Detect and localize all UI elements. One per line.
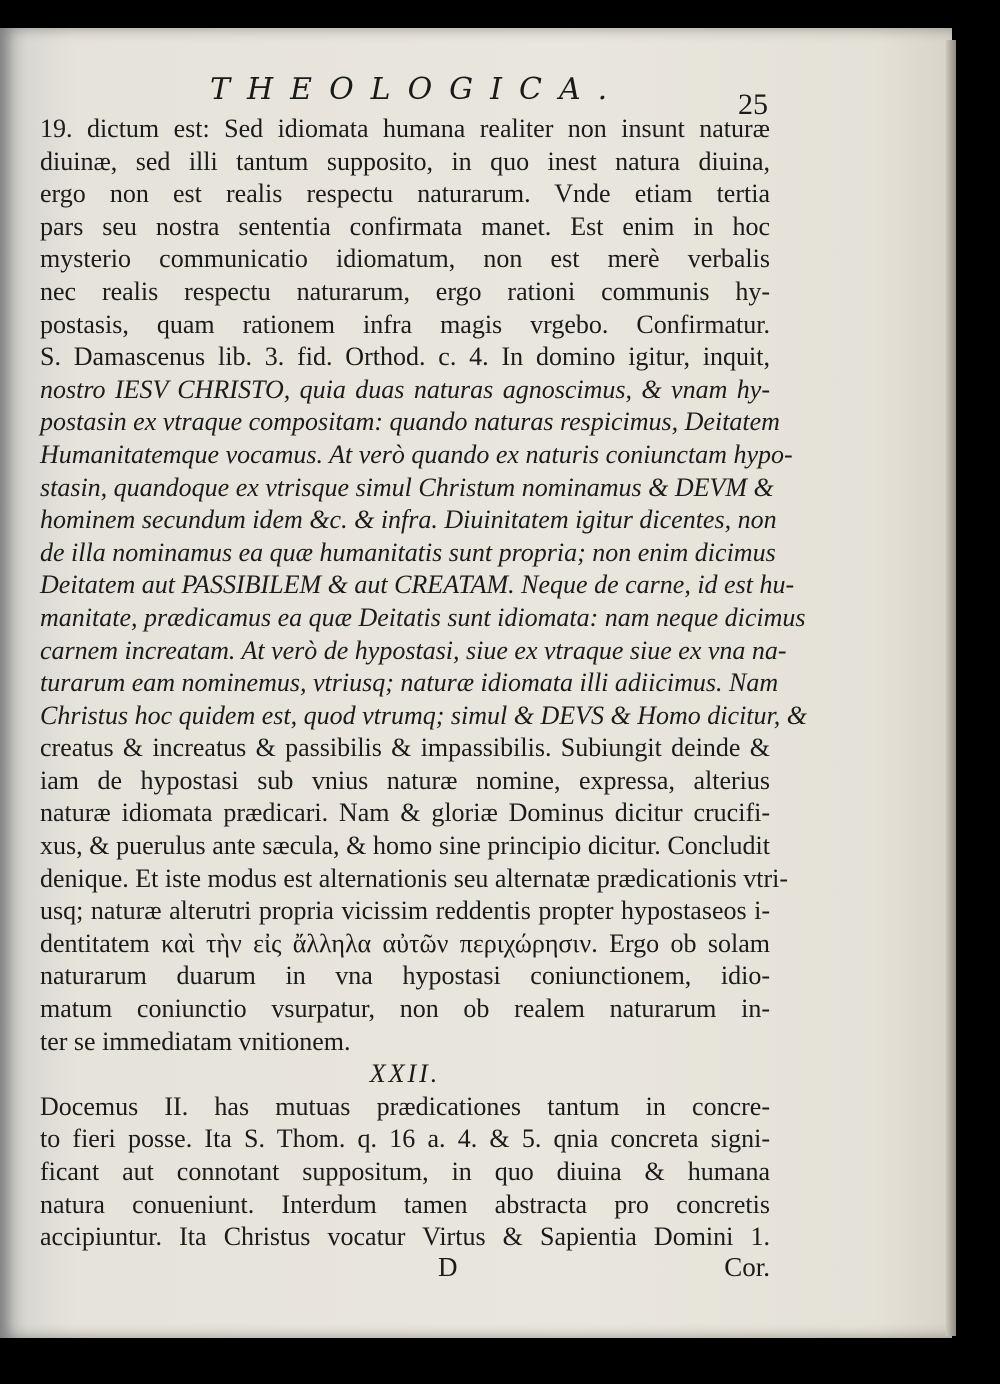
text-line: ter se immediatam vnitionem. xyxy=(40,1026,351,1056)
page-footer xyxy=(40,1252,770,1286)
text-line: S. Damascenus lib. 3. fid. Orthod. c. 4. In domino igitur, inquit, xyxy=(40,342,770,372)
text-line: iam de hypostasi sub vnius naturæ nomine, expressa, alterius xyxy=(40,765,770,795)
page-edge xyxy=(946,40,956,1336)
quotation-line: Christus hoc quidem est, quod vtrumq; simul & DEVS & Homo dicitur, & xyxy=(40,700,807,730)
quotation-line: carnem increatam. At verò de hypostasi, siue ex vtraque siue ex vna na- xyxy=(40,635,787,665)
text-line: accipiuntur. Ita Christus vocatur Virtus & Sapientia Domini 1. xyxy=(40,1222,770,1252)
section-number: XXII. xyxy=(369,1059,441,1089)
text-line: to fieri posse. Ita S. Thom. q. 16 a. 4. & 5. qnia concreta signi- xyxy=(40,1124,770,1154)
text-line: creatus & increatus & passibilis & impassibilis. Subiungit deinde & xyxy=(40,733,770,763)
quotation-line: Humanitatemque vocamus. At verò quando ex naturis coniunctam hypo- xyxy=(40,439,793,469)
text-line: dentitatem καὶ τὴν εἰς ἄλληλα αὐτῶν περιχώρησιν. Ergo ob solam xyxy=(40,928,770,958)
text-line: matum coniunctio vsurpatur, non ob realem naturarum in- xyxy=(40,994,770,1024)
text-line: postasis, quam rationem infra magis vrgebo. Confirmatur. xyxy=(40,309,770,339)
body-text xyxy=(40,113,807,1254)
text-line: Docemus II. has mutuas prædicationes tantum in concre- xyxy=(40,1091,770,1121)
text-line: xus, & puerulus ante sæcula, & homo sine principio dicitur. Concludit xyxy=(40,831,770,861)
signature-mark: D xyxy=(438,1252,458,1282)
page-number: 25 xyxy=(738,88,768,121)
catchword: Cor. xyxy=(724,1252,770,1282)
quotation-line: stasin, quandoque ex vtrisque simul Christum nominamus & DEVM & xyxy=(40,472,774,502)
text-line: naturarum duarum in vna hypostasi coniunctionem, idio- xyxy=(40,961,770,991)
text-line: natura conueniunt. Interdum tamen abstracta pro concretis xyxy=(40,1189,770,1219)
quotation-line: Deitatem aut PASSIBILEM & aut CREATAM. Neque de carne, id est hu- xyxy=(40,570,795,600)
quotation-line: manitate, prædicamus ea quæ Deitatis sunt idiomata: nam neque dicimus xyxy=(40,602,806,632)
text-line: naturæ idiomata prædicari. Nam & gloriæ Dominus dicitur crucifi- xyxy=(40,798,770,828)
quotation-line: hominem secundum idem &c. & infra. Diuinitatem igitur dicentes, non xyxy=(40,505,777,535)
text-line: ergo non est realis respectu naturarum. Vnde etiam tertia xyxy=(40,179,770,209)
text-line: mysterio communicatio idiomatum, non est merè verbalis xyxy=(40,244,770,274)
running-title: THEOLOGICA. xyxy=(210,72,625,107)
quotation-line: postasin ex vtraque compositam: quando naturas respicimus, Deitatem xyxy=(40,407,780,437)
text-line: ficant aut connotant suppositum, in quo diuina & humana xyxy=(40,1157,770,1186)
text-line: denique. Et iste modus est alternationis seu alternatæ prædicationis vtri- xyxy=(40,863,789,893)
quotation-line: turarum eam nominemus, vtriusq; naturæ idiomata illi adiicimus. Nam xyxy=(40,668,779,698)
text-line: nec realis respectu naturarum, ergo rationi communis hy- xyxy=(40,276,770,306)
text-line: usq; naturæ alterutri propria vicissim reddentis propter hypostaseos i- xyxy=(40,896,770,926)
quotation-line: de illa nominamus ea quæ humanitatis sunt propria; non enim dicimus xyxy=(40,537,776,567)
text-line: diuinæ, sed illi tantum supposito, in quo inest natura diuina, xyxy=(40,146,770,176)
text-line: 19. dictum est: Sed idiomata humana realiter non insunt naturæ xyxy=(40,114,770,143)
quotation-line: nostro IESV CHRISTO, quia duas naturas agnoscimus, & vnam hy- xyxy=(40,374,770,404)
text-line: pars seu nostra sententia confirmata manet. Est enim in hoc xyxy=(40,211,770,241)
